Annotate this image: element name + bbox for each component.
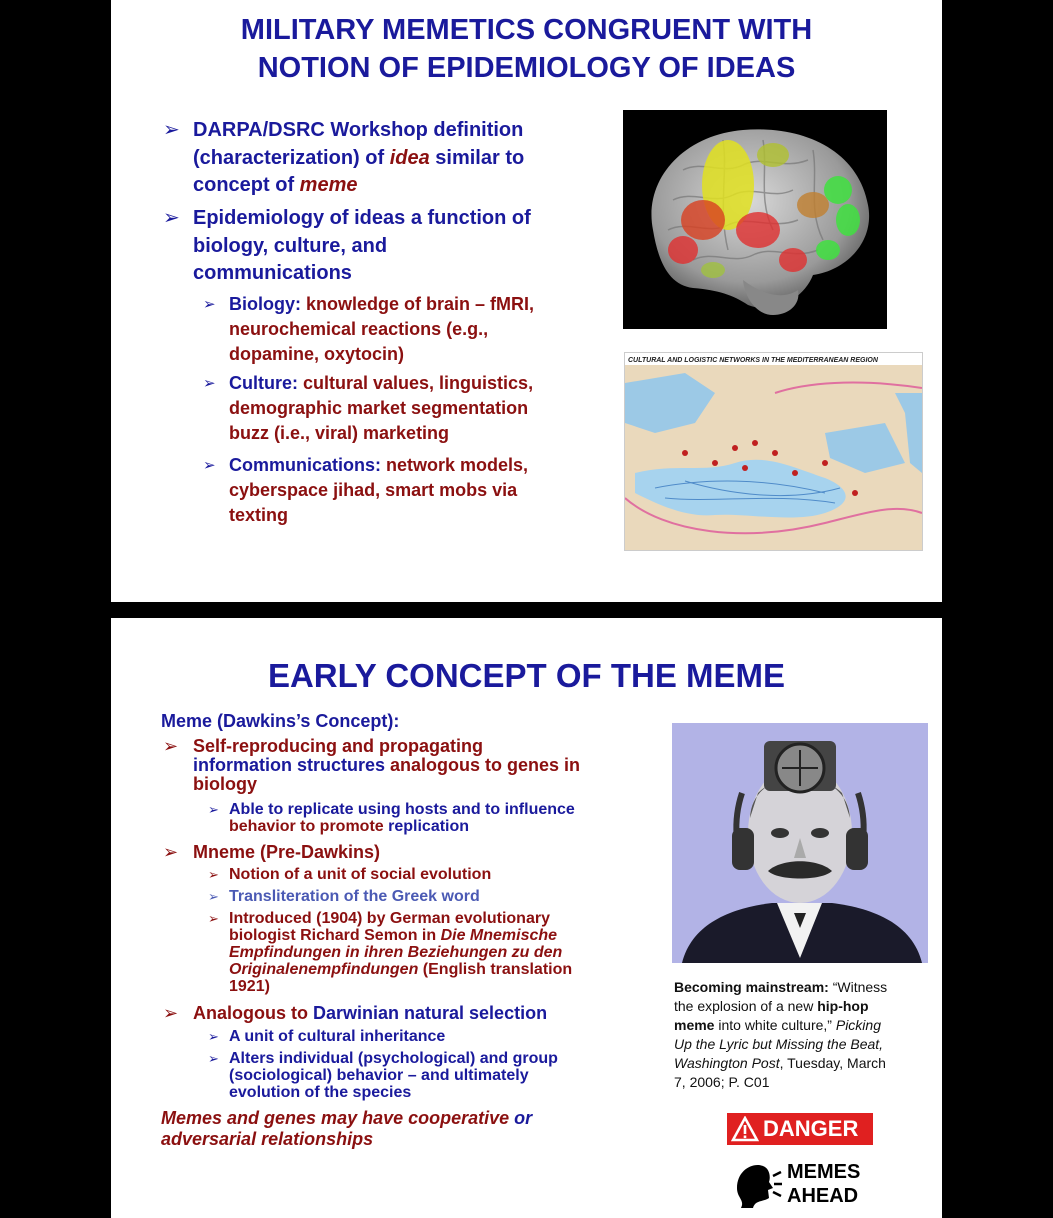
slide-2 (111, 618, 942, 1218)
bullet-arrow-icon: ➢ (163, 119, 180, 141)
sub-bullet-communications: Communications: network models, cyberspace jihad, smart mobs via texting (229, 455, 529, 525)
slide-1-title (111, 11, 942, 87)
portrait-caption: Becoming mainstream: “Witness the explosion of a new hip-hop meme into white culture,” Picking Up the Lyric but Missing the Beat, Washington Post, Tuesday, March 7, 2006; P. C01 (674, 979, 888, 1090)
slide-1 (111, 0, 942, 602)
bullet-arrow-icon: ➢ (163, 207, 180, 229)
sub-arrow-icon: ➢ (208, 911, 219, 926)
mediterranean-network-map (624, 352, 923, 551)
bullet-arrow-icon: ➢ (163, 736, 179, 756)
slide-2-title: EARLY CONCEPT OF THE MEME (267, 657, 786, 694)
memes-ahead-sign (733, 1158, 883, 1218)
bullet-arrow-icon: ➢ (163, 842, 179, 862)
sub-bullet-inheritance: A unit of cultural inheritance (229, 1028, 446, 1045)
sub-bullet-culture: Culture: cultural values, linguistics, demographic market segmentation buzz (i.e., viral) marketing (229, 373, 534, 443)
sub-bullet-social-evolution: Notion of a unit of social evolution (229, 866, 492, 883)
sub-arrow-icon: ➢ (203, 296, 216, 313)
sub-arrow-icon: ➢ (203, 375, 216, 392)
danger-sign (727, 1113, 873, 1145)
sub-bullet-biology: Biology: knowledge of brain – fMRI, neurochemical reactions (e.g., dopamine, oxytocin) (229, 294, 535, 364)
map-title: CULTURAL AND LOGISTIC NETWORKS IN THE MEDITERRANEAN REGION (628, 357, 878, 364)
bullet-self-reproducing: Self-reproducing and propagating information structures analogous to genes in biology (193, 736, 581, 794)
sub-arrow-icon: ➢ (208, 1051, 219, 1066)
bullet-darwinian: Analogous to Darwinian natural selection (193, 1003, 548, 1023)
bullet-mneme: Mneme (Pre-Dawkins) (193, 842, 381, 862)
sub-bullet-replicate: Able to replicate using hosts and to influence behavior to promote replication (229, 801, 575, 835)
danger-label: DANGER (763, 1116, 859, 1141)
headphones-portrait-image (672, 723, 928, 963)
bullet-arrow-icon: ➢ (163, 1003, 179, 1023)
meme-heading: Meme (Dawkins’s Concept): (161, 711, 400, 731)
title-line-2: NOTION OF EPIDEMIOLOGY OF IDEAS (257, 52, 796, 84)
warning-triangle-icon (731, 1116, 759, 1142)
sub-bullet-alters-behavior: Alters individual (psychological) and group (sociological) behavior – and ultimately evolution of the species (229, 1050, 558, 1101)
brain-fmri-image (623, 110, 887, 329)
sub-arrow-icon: ➢ (208, 867, 219, 882)
title-line-1: MILITARY MEMETICS CONGRUENT WITH (240, 14, 813, 46)
bullet-epidemiology: Epidemiology of ideas a function of biology, culture, and communications (193, 207, 531, 284)
sub-arrow-icon: ➢ (208, 1029, 219, 1044)
memes-ahead-label: MEMES AHEAD (787, 1161, 861, 1207)
sub-bullet-transliteration: Transliteration of the Greek word (229, 888, 480, 905)
sub-arrow-icon: ➢ (208, 802, 219, 817)
shouting-head-icon (733, 1158, 783, 1218)
sub-bullet-semon: Introduced (1904) by German evolutionary biologist Richard Semon in Die Mnemische Empfindungen in ihren Beziehungen zu den Originalenempfindungen (English translation 1921) (229, 910, 573, 995)
closing-statement: Memes and genes may have cooperative or adversarial relationships (161, 1108, 533, 1149)
sub-arrow-icon: ➢ (203, 457, 216, 474)
sub-arrow-icon: ➢ (208, 889, 219, 904)
bullet-darpa: DARPA/DSRC Workshop definition (characterization) of idea similar to concept of meme (193, 119, 525, 196)
